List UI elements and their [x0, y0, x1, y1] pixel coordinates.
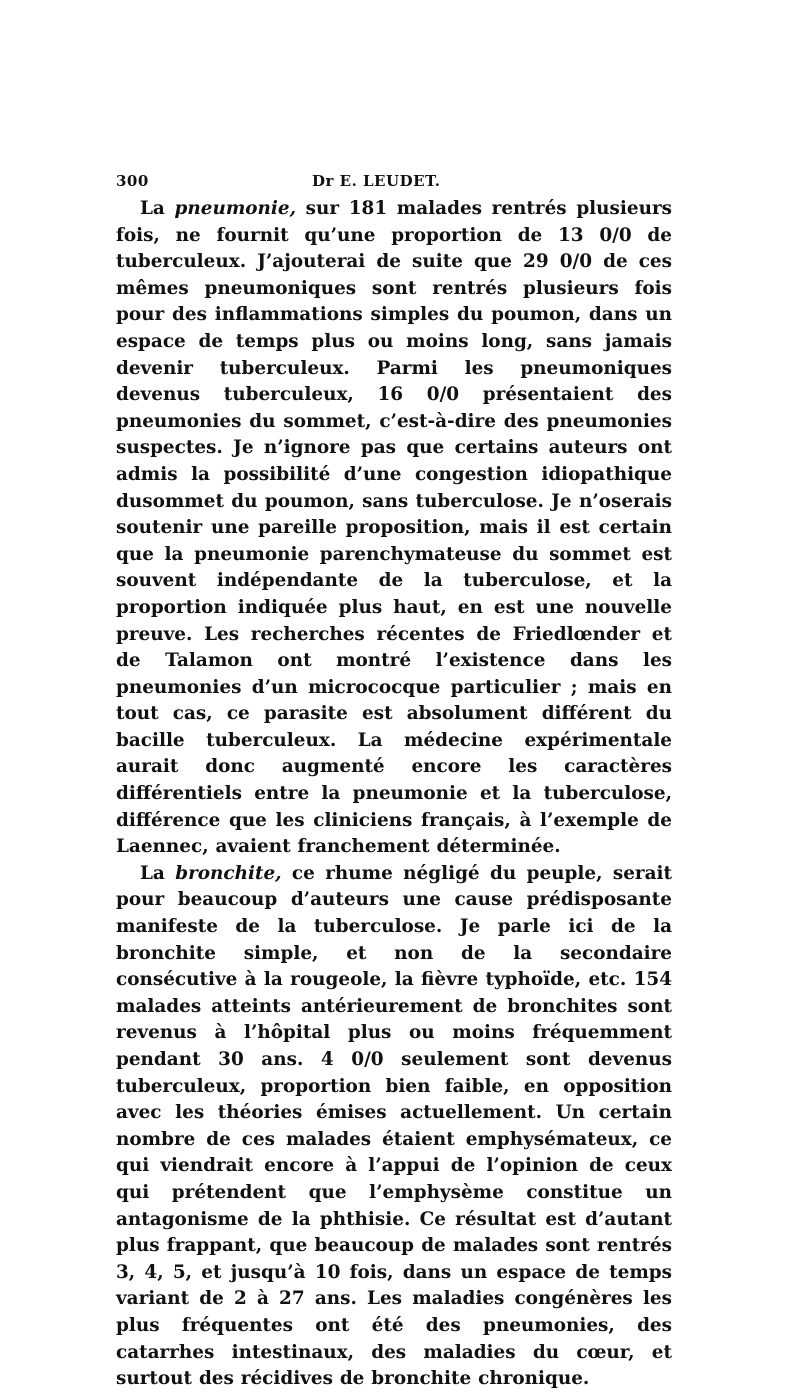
paragraph-lead: La	[140, 862, 176, 884]
paragraph-bronchite	[116, 861, 672, 1393]
paragraph-pneumonie	[116, 196, 672, 861]
paragraph-term: pneumonie,	[174, 198, 297, 219]
book-page	[116, 172, 672, 1393]
page-number: 300	[116, 172, 149, 190]
paragraph-text: ce rhume négligé du peuple, serait pour beaucoup d’auteurs une cause prédisposante manifeste de la tuberculose. Je parle ici de la bronchite simple, et non de la secondaire consécutive à la rougeole, la fièvre typhoïde, etc. 154 malades atteints antérieurement de bronchites sont revenus à l’hôpital plus ou moins fréquemment pendant 30 ans. 4 0/0 seulement sont devenus tuberculeux, proportion bien faible, en opposition avec les théories émises actuellement. Un certain nombre de ces malades étaient emphysémateux, ce qui viendrait encore à l’appui de l’opinion de ceux qui prétendent que l’emphysème constitue un antagonisme de la phthisie. Ce résultat est d’autant plus frappant, que beaucoup de malades sont rentrés 3, 4, 5, et jusqu’à 10 fois, dans un espace de temps variant de 2 à 27 ans. Les maladies congénères les plus fréquentes ont été des pneumonies, des catarrhes intestinaux, des maladies du cœur, et surtout des récidives de bronchite chronique.	[116, 862, 672, 1390]
paragraph-term: bronchite,	[175, 862, 282, 884]
paragraph-lead: La	[140, 198, 175, 219]
running-head	[116, 172, 672, 196]
running-head-author: Dr E. LEUDET.	[312, 172, 441, 190]
paragraph-text: sur 181 malades rentrés plusieurs fois, ne fournit qu’une proportion de 13 0/0 de tuberculeux. J’ajouterai de suite que 29 0/0 de ces mêmes pneumoniques sont rentrés plusieurs fois pour des inflammations simples du poumon, dans un espace de temps plus ou moins long, sans jamais devenir tuberculeux. Parmi les pneumoniques devenus tuberculeux, 16 0/0 présentaient des pneumonies du sommet, c’est-à-dire des pneumonies suspectes. Je n’ignore pas que certains auteurs ont admis la possibilité d’une congestion idiopathique dusommet du poumon, sans tuberculose. Je n’oserais soutenir une pareille proposition, mais il est certain que la pneumonie parenchymateuse du sommet est souvent indépendante de la tuberculose, et la proportion indiquée plus haut, en est une nouvelle preuve. Les recherches récentes de Friedlœnder et de Talamon ont montré l’existence dans les pneumonies d’un micrococque particulier ; mais en tout cas, ce parasite est absolument différent du bacille tuberculeux. La médecine expérimentale aurait donc augmenté encore les caractères différentiels entre la pneumonie et la tuberculose, différence que les cliniciens français, à l’exemple de Laennec, avaient franchement déterminée.	[116, 198, 672, 858]
